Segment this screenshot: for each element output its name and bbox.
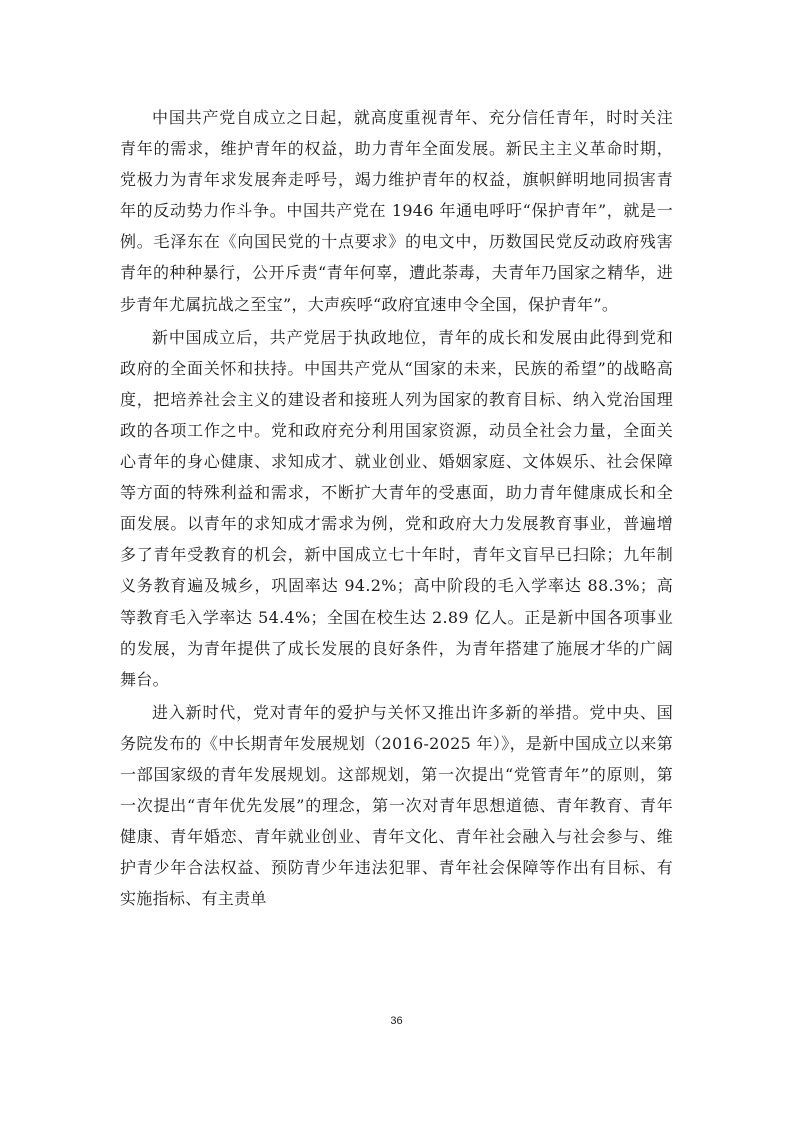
paragraph-party-founding: 中国共产党自成立之日起，就高度重视青年、充分信任青年，时时关注青年的需求，维护青年的权益，助力青年全面发展。新民主主义革命时期，党极力为青年求发展奔走呼号，竭力维护青年的权益，旗帜鲜明地同损害青年的反动势力作斗争。中国共产党在 1946 年通电呼吁“保护青年”，就是一例。毛泽东在《向国民党的十点要求》的电文中，历数国民党反动政府残害青年的种种暴行，公开斥责“青年何辜，遭此荼毒，夫青年乃国家之精华，进步青年尤属抗战之至宝”，大声疾呼“政府宜速申令全国，保护青年”。 bbox=[120, 108, 673, 314]
page-number: 36 bbox=[390, 1015, 403, 1027]
paragraph-new-era: 进入新时代，党对青年的爱护与关怀又推出许多新的举措。党中央、国务院发布的《中长期青年发展规划（2016-2025 年）》，是新中国成立以来第一部国家级的青年发展规划。这部规划，第一次提出“党管青年”的原则，第一次提出“青年优先发展”的理念，第一次对青年思想道德、青年教育、青年健康、青年婚恋、青年就业创业、青年文化、青年社会融入与社会参与、维护青少年合法权益、预防青少年违法犯罪、青年社会保障等作出有目标、有实施指标、有主责单 bbox=[120, 702, 673, 909]
paragraph-new-china: 新中国成立后，共产党居于执政地位，青年的成长和发展由此得到党和政府的全面关怀和扶持。中国共产党从“国家的未来，民族的希望”的战略高度，把培养社会主义的建设者和接班人列为国家的教育目标、纳入党治国理政的各项工作之中。党和政府充分利用国家资源，动员全社会力量，全面关心青年的身心健康、求知成才、就业创业、婚姻家庭、文体娱乐、社会保障等方面的特殊利益和需求，不断扩大青年的受惠面，助力青年健康成长和全面发展。以青年的求知成才需求为例，党和政府大力发展教育事业，普遍增多了青年受教育的机会，新中国成立七十年时，青年文盲早已扫除；九年制义务教育遍及城乡，巩固率达 94.2%；高中阶段的毛入学率达 88.3%；高等教育毛入学率达 54.4%；全国在校生达 2.89 亿人。正是新中国各项事业的发展，为青年提供了成长发展的良好条件，为青年搭建了施展才华的广阔舞台。 bbox=[120, 327, 673, 689]
document-body bbox=[120, 102, 673, 914]
